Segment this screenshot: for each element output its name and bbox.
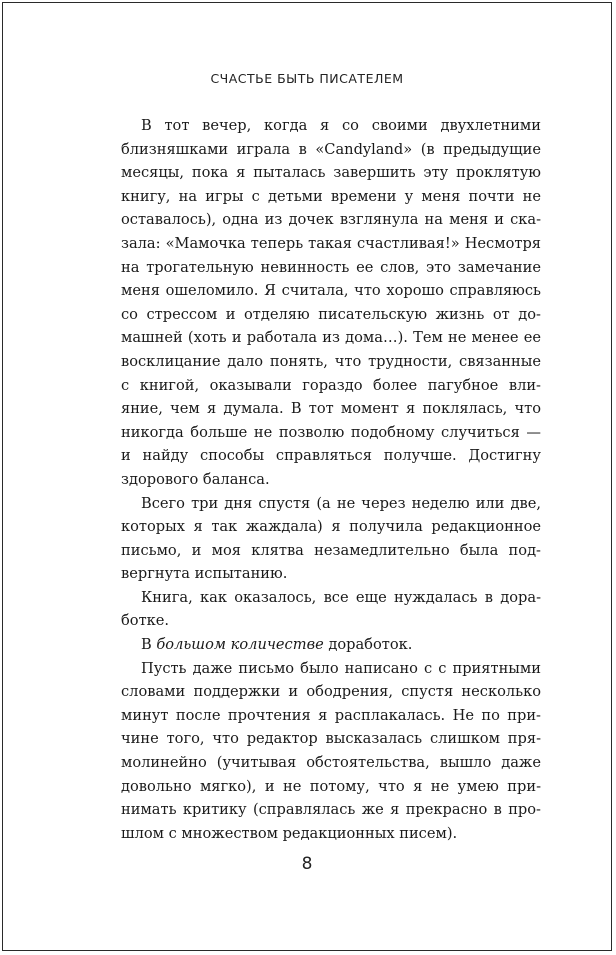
text-line: Пусть даже письмо было написано с с приятными — [141, 659, 541, 677]
text-line: яние, чем я думала. В тот момент я поклялась, что — [121, 400, 541, 418]
text-line: которых я так жаждала) я получила редакционное — [121, 518, 541, 536]
paragraph-2 — [121, 492, 541, 586]
text-line: молинейно (учитывая обстоятельства, вышло даже — [121, 754, 541, 772]
text-line: месяцы, пока я пыталась завершить эту проклятую — [121, 164, 541, 182]
text-line: Книга, как оказалось, все еще нуждалась в дора- — [141, 588, 541, 606]
paragraph-3 — [121, 586, 541, 633]
text-line: словами поддержки и ободрения, спустя несколько — [121, 683, 541, 701]
text-line: никогда больше не позволю подобному случиться — — [121, 423, 541, 441]
text-line: на трогательную невинность ее слов, это замечание — [121, 258, 541, 276]
text-line: с книгой, оказывали гораздо более пагубное вли- — [121, 376, 541, 394]
body-text — [121, 114, 541, 845]
book-page — [2, 2, 612, 951]
text-line: минут после прочтения я расплакалась. Не по при- — [121, 706, 541, 724]
paragraph-4 — [121, 633, 541, 657]
text-line: Всего три дня спустя (а не через неделю или две, — [141, 494, 541, 512]
running-head: СЧАСТЬЕ БЫТЬ ПИСАТЕЛЕМ — [210, 71, 404, 86]
text-line: книгу, на игры с детьми времени у меня почти не — [121, 187, 541, 205]
page-number: 8 — [301, 854, 313, 874]
text-line: и найду способы справляться получше. Достигну — [121, 447, 541, 465]
text-line: нимать критику (справлялась же я прекрасно в про- — [121, 801, 541, 819]
text-line: близняшками играла в «Candyland» (в предыдущие — [121, 140, 541, 158]
text-line: оставалось), одна из дочек взглянула на меня и ска- — [121, 211, 541, 229]
emphasis-text: большом количестве — [156, 636, 324, 654]
text-line: шлом с множеством редакционных писем). — [121, 824, 458, 842]
text-line: ботке. — [121, 612, 170, 630]
text-line: чине того, что редактор высказалась слишком пря- — [121, 730, 541, 748]
paragraph-1 — [121, 114, 541, 492]
text-run: доработок. — [323, 636, 413, 654]
text-line: меня ошеломило. Я считала, что хорошо справляюсь — [121, 282, 541, 300]
text-line: зала: «Мамочка теперь такая счастливая!» Несмотря — [121, 234, 541, 252]
text-line: машней (хоть и работала из дома…). Тем не менее ее — [121, 329, 541, 347]
text-run: В — [141, 636, 157, 654]
text-line — [121, 633, 541, 657]
text-line: письмо, и моя клятва незамедлительно была под- — [121, 541, 541, 559]
text-line: со стрессом и отделяю писательскую жизнь от до- — [121, 305, 541, 323]
text-line: В тот вечер, когда я со своими двухлетними — [141, 117, 541, 134]
paragraph-5 — [121, 657, 541, 846]
text-line: довольно мягко), и не потому, что я не умею при- — [121, 777, 541, 795]
text-line: восклицание дало понять, что трудности, связанные — [121, 352, 541, 370]
text-line: здорового баланса. — [121, 470, 270, 488]
text-line: вергнута испытанию. — [121, 565, 288, 583]
